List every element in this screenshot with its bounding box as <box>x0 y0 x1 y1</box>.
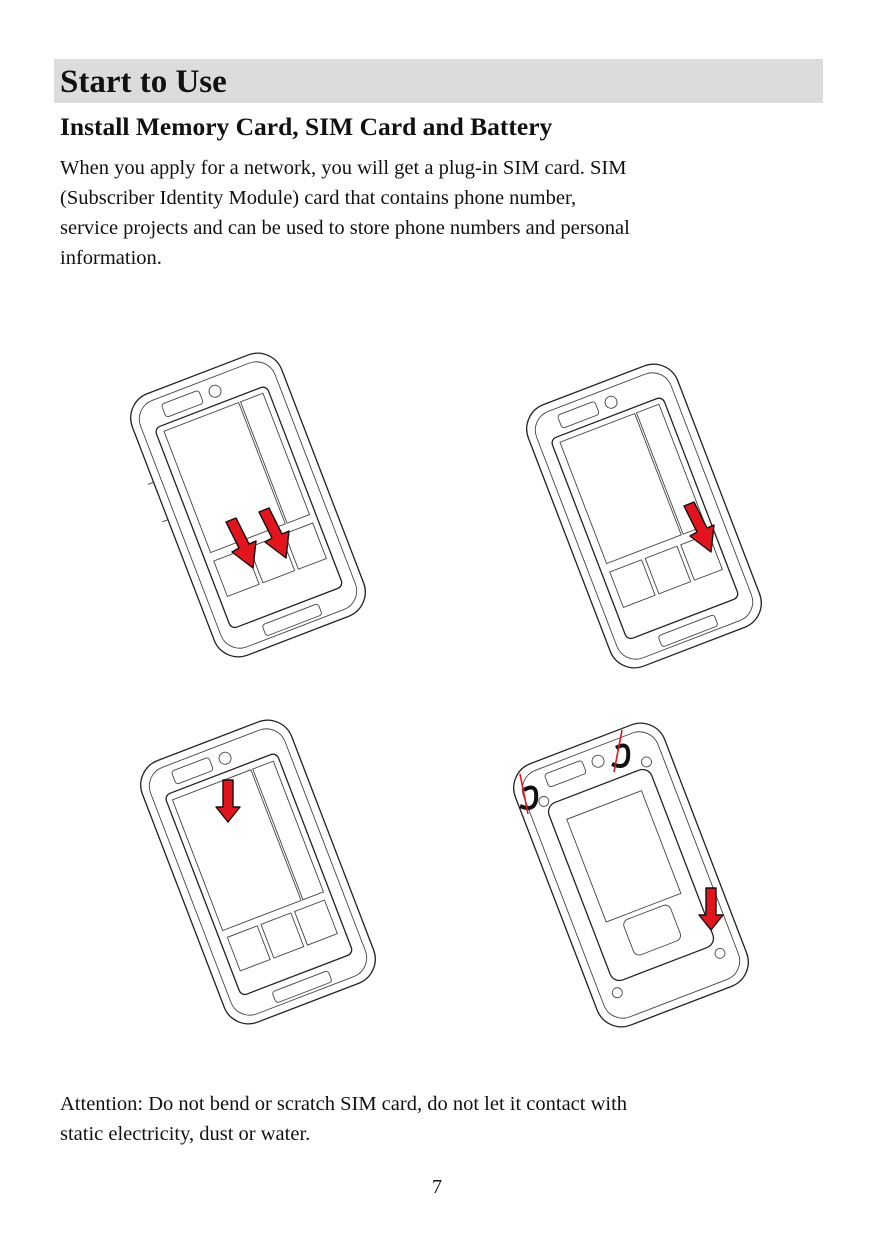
attention-note <box>60 1089 830 1149</box>
phone-sim-card-insert-icon <box>504 356 784 676</box>
phone-cover-screw-icon <box>476 720 786 1030</box>
attention-line: static electricity, dust or water. <box>60 1123 311 1145</box>
figure-memory-card <box>108 340 388 675</box>
figure-sim-card <box>504 356 784 681</box>
section-heading: Install Memory Card, SIM Card and Battery <box>60 112 553 141</box>
intro-line: information. <box>60 247 162 269</box>
phone-battery-insert-icon <box>108 712 408 1032</box>
intro-paragraph <box>60 153 830 273</box>
intro-line: service projects and can be used to store phone numbers and personal <box>60 217 630 239</box>
page-title: Start to Use <box>60 64 227 100</box>
figure-battery <box>108 712 408 1037</box>
page-number: 7 <box>432 1176 442 1198</box>
intro-line: When you apply for a network, you will get a plug-in SIM card. SIM <box>60 157 627 179</box>
attention-line: Attention: Do not bend or scratch SIM card, do not let it contact with <box>60 1093 628 1115</box>
intro-line: (Subscriber Identity Module) card that contains phone number, <box>60 187 577 209</box>
phone-memory-card-insert-icon <box>108 340 388 670</box>
figure-back-cover <box>476 720 786 1035</box>
